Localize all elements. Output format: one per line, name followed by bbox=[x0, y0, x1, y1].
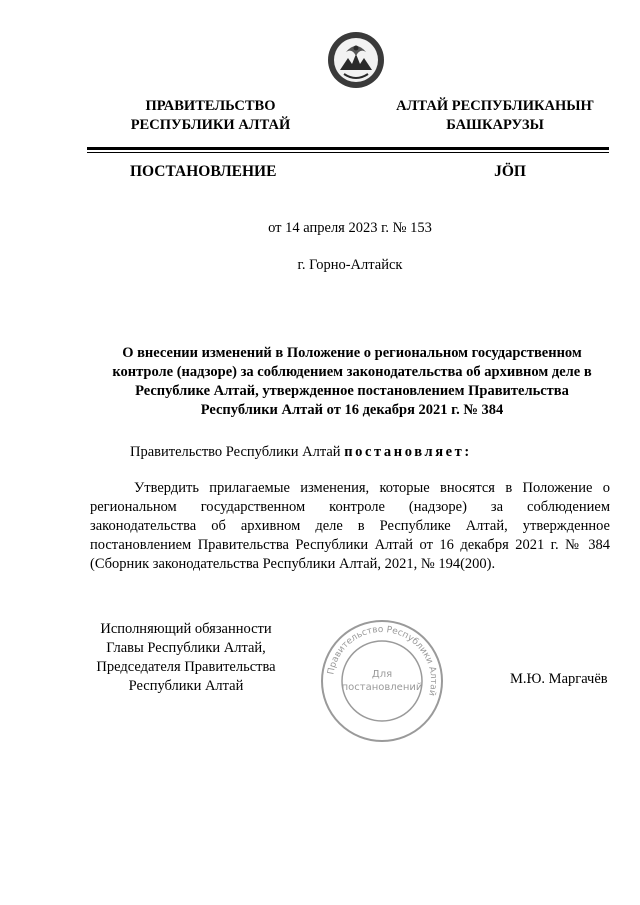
header-left-line2: РЕСПУБЛИКИ АЛТАЙ bbox=[130, 117, 291, 133]
header-left-line1: ПРАВИТЕЛЬСТВО bbox=[145, 98, 276, 114]
doc-type-altai: JÖП bbox=[494, 163, 526, 180]
official-stamp bbox=[318, 617, 446, 745]
preamble-verb: постановляет: bbox=[344, 444, 472, 460]
stamp-ring-text: Правительство Республики Алтай bbox=[326, 624, 439, 697]
city-line: г. Горно-Алтайск bbox=[297, 257, 403, 273]
document-title: О внесении изменений в Положение о региональном государственном контроле (надзоре) за соблюдением законодательства об архивном деле в Республике Алтай, утвержденное постановлением Правительства Республики Алтай от 16 декабря 2021 г. № 384 bbox=[112, 345, 592, 418]
date-number-line: от 14 апреля 2023 г. № 153 bbox=[268, 220, 432, 236]
stamp-center-line1: Для bbox=[371, 669, 393, 680]
signature-line2: Главы Республики Алтай, bbox=[106, 640, 266, 656]
header-left bbox=[118, 97, 303, 135]
doc-type-russian: ПОСТАНОВЛЕНИЕ bbox=[130, 163, 277, 180]
header-right-line2: БАШКАРУЗЫ bbox=[446, 117, 544, 133]
signer-name: М.Ю. Маргачёв bbox=[510, 671, 608, 687]
signature-position bbox=[88, 620, 284, 696]
signature-line1: Исполняющий обязанности bbox=[100, 621, 272, 637]
header-right-line1: АЛТАЙ РЕСПУБЛИКАНЫҤ bbox=[396, 98, 594, 114]
preamble bbox=[130, 444, 472, 461]
body-paragraph: Утвердить прилагаемые изменения, которые вносятся в Положение о региональном государственном контроле (надзоре) за соблюдением законодательства об архивном деле в Республике Алтай, утвержденное постановлением Правительства Республики Алтай от 16 декабря 2021 г. № 384 (Сборник законодательства Республики Алтай, 2021, № 194(200). bbox=[90, 480, 610, 572]
header-right bbox=[390, 97, 600, 135]
header-divider-thick bbox=[87, 147, 609, 150]
preamble-text: Правительство Республики Алтай bbox=[130, 444, 345, 460]
header-divider-thin bbox=[87, 152, 609, 153]
coat-of-arms-emblem bbox=[326, 30, 386, 90]
stamp-center-line2: постановлений bbox=[341, 682, 423, 693]
signature-line4: Республики Алтай bbox=[128, 678, 244, 694]
signature-line3: Председателя Правительства bbox=[96, 659, 276, 675]
